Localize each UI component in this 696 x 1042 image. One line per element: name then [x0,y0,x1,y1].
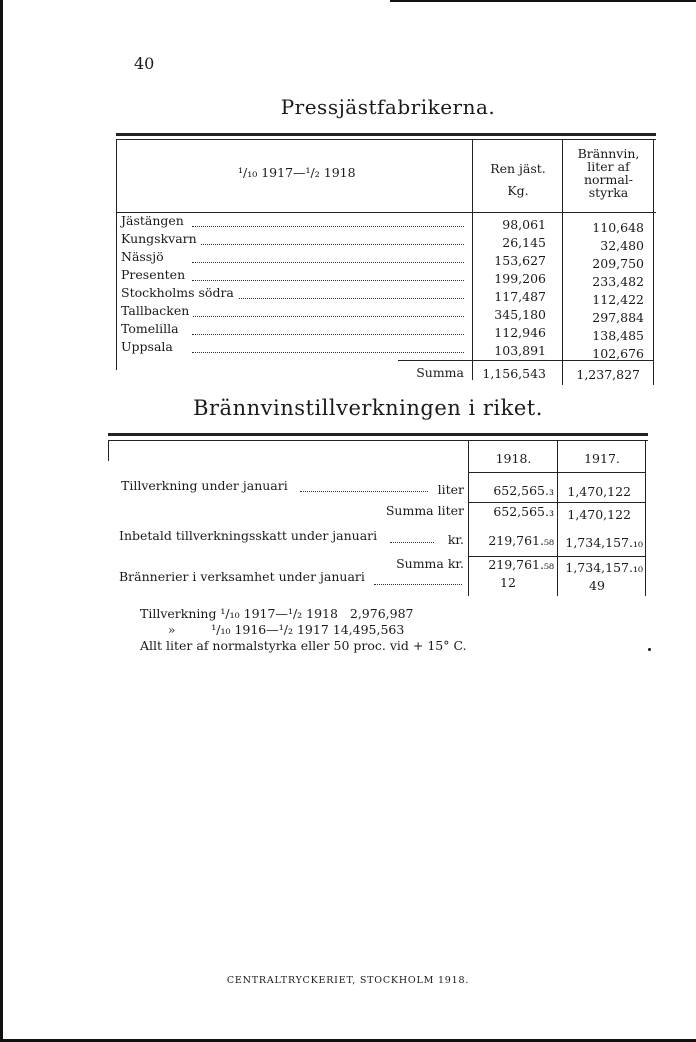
row-name: Tallbacken [121,304,193,318]
row-ren-value: 26,145 [502,235,546,250]
row-tillverkning-unit: liter [437,482,464,497]
leader-dots [192,262,464,263]
summa-liter-1917: 1,470,122 [567,507,631,522]
row-brannerier-1918: 12 [500,575,516,590]
row-brann-value: 110,648 [592,220,644,235]
scan-edge-top [390,0,696,2]
row-brann-value: 32,480 [600,238,644,253]
ren-jast-header: Ren jäst. [490,161,546,176]
row-name: Nässjö [121,250,168,264]
leader-dots [192,334,464,335]
ren-jast-unit: Kg. [507,183,529,198]
summa-kr-label: Summa kr. [396,556,464,571]
row-ren-value: 112,946 [494,325,546,340]
row-skatt-1918: 219,761.₅₈ [488,533,554,548]
row-name: Jästängen [121,214,188,228]
summa-kr-1918: 219,761.₅₈ [488,557,554,572]
row-brann-value: 209,750 [592,256,644,271]
row-brannerier-1917: 49 [589,578,605,593]
footnote-line1: Tillverkning ¹/₁₀ 1917—¹/₂ 1918 2,976,987 [140,606,414,621]
stray-dot [648,648,651,651]
row-name: Tomelilla [121,322,183,336]
row-brann-value: 233,482 [592,274,644,289]
row-ren-value: 153,627 [494,253,546,268]
row-name: Kungskvarn [121,232,201,246]
row-ren-value: 117,487 [494,289,546,304]
row-name: Presenten [121,268,189,282]
printer-imprint: CENTRALTRYCKERIET, STOCKHOLM 1918. [226,975,470,986]
section2-title: Brännvinstillverkningen i riket. [193,396,543,420]
row-name: Stockholms södra [121,286,238,300]
footnote-line2: » ¹/₁₀ 1916—¹/₂ 1917 14,495,563 [140,622,405,637]
summa-liter-1918: 652,565.₃ [493,504,554,519]
row-tillverkning-1918: 652,565.₃ [493,483,554,498]
summa-kr-1917: 1,734,157.₁₀ [565,560,643,575]
summa-label: Summa [416,365,464,380]
row-ren-value: 98,061 [502,217,546,232]
section1-title: Pressjästfabrikerna. [280,95,496,119]
page-number: 40 [134,54,155,73]
row-name: Uppsala [121,340,177,354]
period-header: ¹/₁₀ 1917—¹/₂ 1918 [238,165,356,180]
row-tillverkning-1917: 1,470,122 [567,484,631,499]
brannvin-header: Brännvin, liter af normal- styrka [577,146,640,200]
row-ren-value: 345,180 [494,307,546,322]
row-brann-value: 102,676 [592,346,644,361]
row-brann-value: 297,884 [592,310,644,325]
leader-dots [192,280,464,281]
leader-dots [192,316,464,317]
row-skatt-label: Inbetald tillverkningsskatt under januari [119,528,378,543]
row-tillverkning-label: Tillverkning under januari [121,478,288,493]
footnote-line3: Allt liter af normalstyrka eller 50 proc. vid + 15° C. [140,638,467,653]
scan-edge-left [0,0,3,1042]
col-1918: 1918. [495,451,532,466]
leader-dots [192,226,464,227]
row-skatt-unit: kr. [447,532,464,547]
row-brannerier-label: Brännerier i verksamhet under januari [119,569,365,584]
leader-dots [192,352,464,353]
row-brann-value: 112,422 [592,292,644,307]
col-1917: 1917. [584,451,620,466]
row-ren-value: 103,891 [494,343,546,358]
leader-dots [192,244,464,245]
row-brann-value: 138,485 [592,328,644,343]
summa-ren: 1,156,543 [482,366,546,381]
summa-brann: 1,237,827 [576,367,640,382]
summa-liter-label: Summa liter [385,503,464,518]
row-ren-value: 199,206 [494,271,546,286]
row-skatt-1917: 1,734,157.₁₀ [565,535,643,550]
